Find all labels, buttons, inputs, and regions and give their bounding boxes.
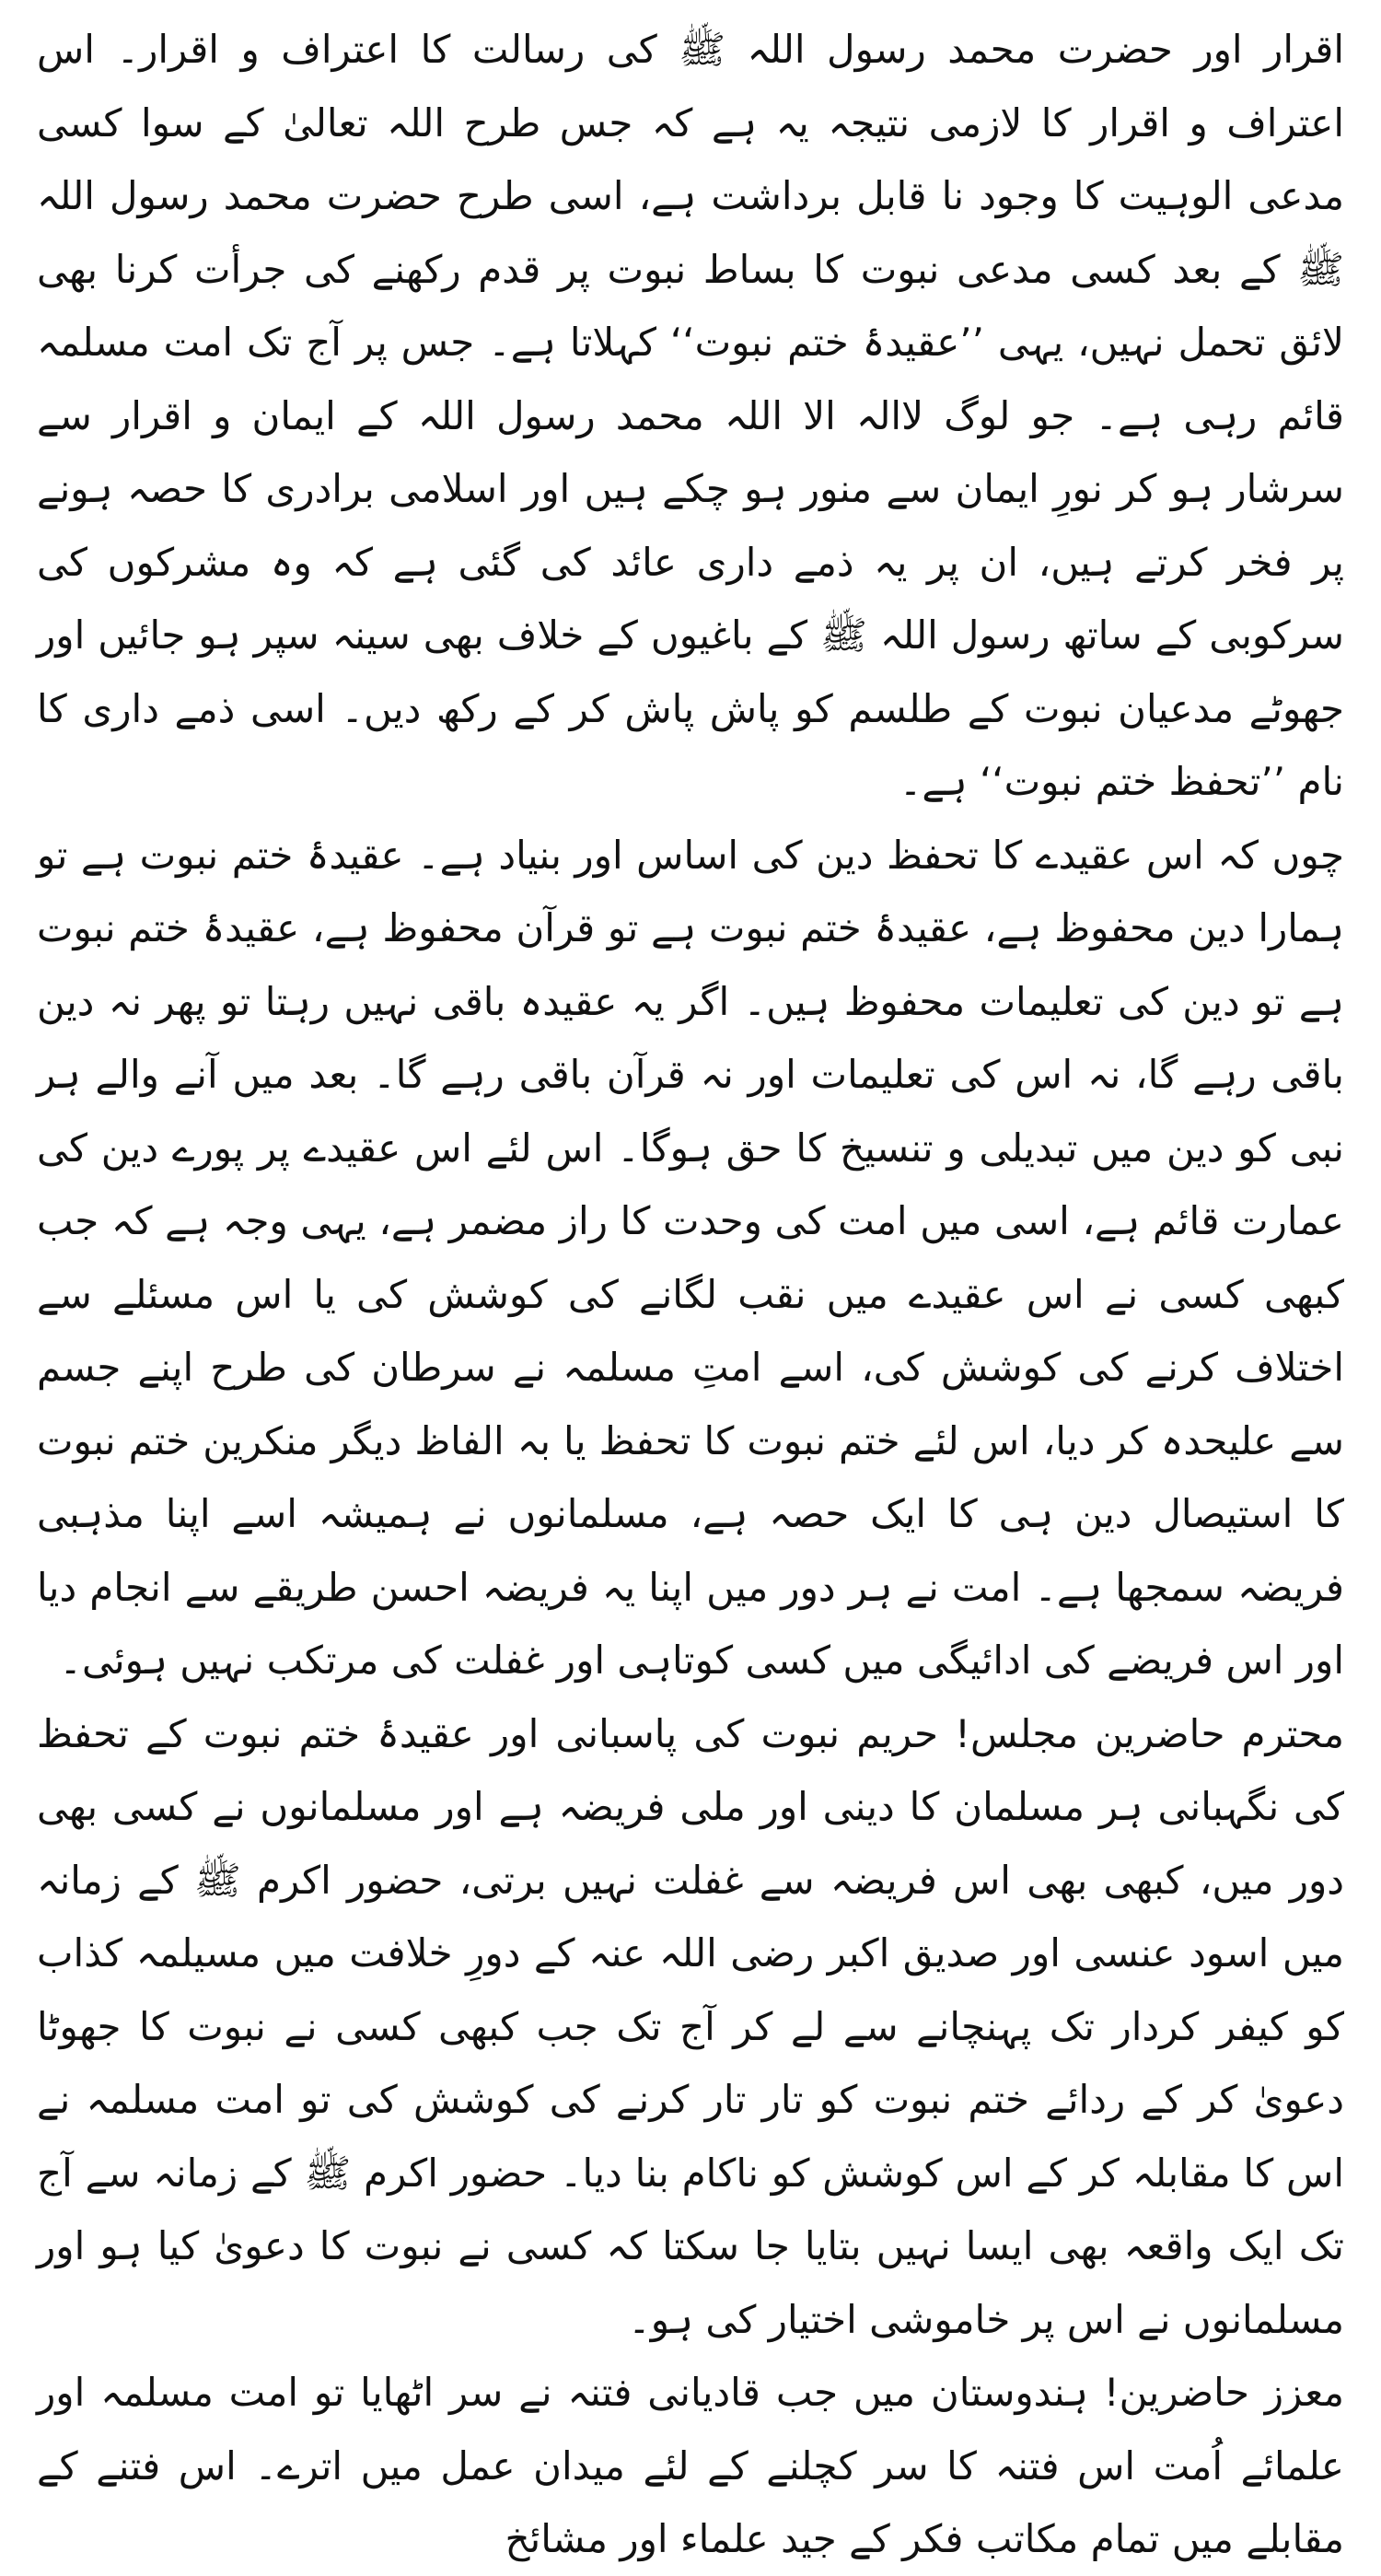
paragraph-3: محترم حاضرین مجلس! حریم نبوت کی پاسبانی اور عقیدۂ ختم نبوت کے تحفظ کی نگہبانی ہر مسلمان کا دینی اور ملی فریضہ ہے اور مسلمانوں نے کسی بھی دور میں، کبھی بھی اس فریضہ سے غفلت نہیں برتی، حضور اکرم ﷺ کے زمانہ میں اسود عنسی اور صدیق اکبر رضی اللہ عنہ کے دورِ خلافت میں مسیلمہ کذاب کو کیفر کردار تک پہنچانے سے لے کر آج تک جب کبھی کسی نے نبوت کا جھوٹا دعویٰ کر کے ردائے ختم نبوت کو تار تار کرنے کی کوشش کی تو امت مسلمہ نے اس کا مقابلہ کر کے اس کوشش کو ناکام بنا دیا۔ حضور اکرم ﷺ کے زمانہ سے آج تک ایک واقعہ بھی ایسا نہیں بتایا جا سکتا کہ کسی نے نبوت کا دعویٰ کیا ہو اور مسلمانوں نے اس پر خاموشی اختیار کی ہو۔	[37, 1710, 1344, 2342]
paragraph-2: چوں کہ اس عقیدے کا تحفظ دین کی اساس اور بنیاد ہے۔ عقیدۂ ختم نبوت ہے تو ہمارا دین محفوظ ہے، عقیدۂ ختم نبوت ہے تو قرآن محفوظ ہے، عقیدۂ ختم نبوت ہے تو دین کی تعلیمات محفوظ ہیں۔ اگر یہ عقیدہ باقی نہیں رہتا تو پھر نہ دین باقی رہے گا، نہ اس کی تعلیمات اور نہ قرآن باقی رہے گا۔ بعد میں آنے والے ہر نبی کو دین میں تبدیلی و تنسیخ کا حق ہوگا۔ اس لئے اس عقیدے پر پورے دین کی عمارت قائم ہے، اسی میں امت کی وحدت کا راز مضمر ہے، یہی وجہ ہے کہ جب کبھی کسی نے اس عقیدے میں نقب لگانے کی کوشش کی یا اس مسئلے سے اختلاف کرنے کی کوشش کی، اسے امتِ مسلمہ نے سرطان کی طرح اپنے جسم سے علیحدہ کر دیا، اس لئے ختم نبوت کا تحفظ یا بہ الفاظ دیگر منکرین ختم نبوت کا استیصال دین ہی کا ایک حصہ ہے، مسلمانوں نے ہمیشہ اسے اپنا مذہبی فریضہ سمجھا ہے۔ امت نے ہر دور میں اپنا یہ فریضہ احسن طریقے سے انجام دیا اور اس فریضے کی ادائیگی میں کسی کوتاہی اور غفلت کی مرتکب نہیں ہوئی۔	[37, 832, 1344, 1683]
paragraph-1: اقرار اور حضرت محمد رسول اللہ ﷺ کی رسالت کا اعتراف و اقرار۔ اس اعتراف و اقرار کا لازمی نتیجہ یہ ہے کہ جس طرح اللہ تعالیٰ کے سوا کسی مدعی الوہیت کا وجود نا قابل برداشت ہے، اسی طرح حضرت محمد رسول اللہ ﷺ کے بعد کسی مدعی نبوت کا بساط نبوت پر قدم رکھنے کی جرأت کرنا بھی لائق تحمل نہیں، یہی ’’عقیدۂ ختم نبوت‘‘ کہلاتا ہے۔ جس پر آج تک امت مسلمہ قائم رہی ہے۔ جو لوگ لاالہ الا اللہ محمد رسول اللہ کے ایمان و اقرار سے سرشار ہو کر نورِ ایمان سے منور ہو چکے ہیں اور اسلامی برادری کا حصہ ہونے پر فخر کرتے ہیں، ان پر یہ ذمے داری عائد کی گئی ہے کہ وہ مشرکوں کی سرکوبی کے ساتھ رسول اللہ ﷺ کے باغیوں کے خلاف بھی سینہ سپر ہو جائیں اور جھوٹے مدعیان نبوت کے طلسم کو پاش پاش کر کے رکھ دیں۔ اسی ذمے داری کا نام ’’تحفظ ختم نبوت‘‘ ہے۔	[37, 27, 1344, 804]
paragraph-4: معزز حاضرین! ہندوستان میں جب قادیانی فتنہ نے سر اٹھایا تو امت مسلمہ اور علمائے اُمت اس فتنہ کا سر کچلنے کے لئے میدان عمل میں اترے۔ اس فتنے کے مقابلے میں تمام مکاتب فکر کے جید علماء اور مشائخ	[37, 2370, 1344, 2561]
document-page	[37, 13, 1344, 2561]
